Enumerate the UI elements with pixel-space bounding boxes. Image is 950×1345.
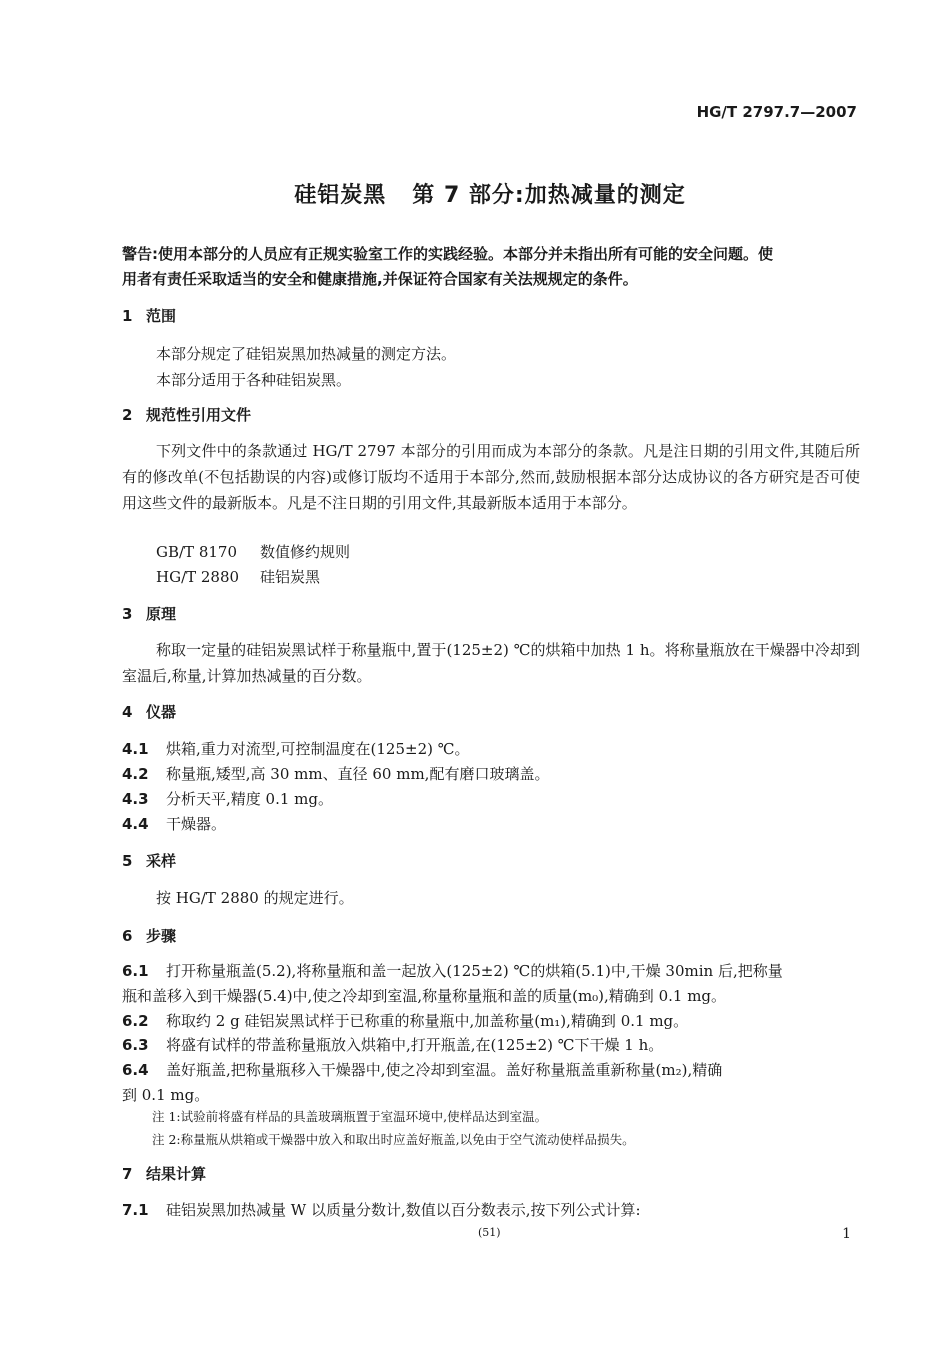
section-3-heading bbox=[122, 603, 176, 624]
clause-number: 6.4 bbox=[122, 1061, 149, 1079]
page-number: 1 bbox=[842, 1226, 851, 1242]
section-7-heading bbox=[122, 1163, 206, 1184]
section-1-heading bbox=[122, 305, 176, 326]
section-1-line-2: 本部分适用于各种硅铝炭黑。 bbox=[156, 371, 352, 389]
clause-4-4 bbox=[122, 811, 226, 837]
reference-name: 硅铝炭黑 bbox=[260, 568, 321, 586]
section-6-title: 步骤 bbox=[146, 927, 177, 945]
section-4-number: 4 bbox=[122, 703, 133, 721]
clause-number: 4.1 bbox=[122, 740, 149, 758]
reference-name: 数值修约规则 bbox=[260, 543, 351, 561]
clause-6-4-line-1 bbox=[122, 1057, 722, 1083]
clause-text: 烘箱,重力对流型,可控制温度在(125±2) ℃。 bbox=[166, 740, 470, 758]
section-6-heading bbox=[122, 925, 176, 946]
reference-item bbox=[156, 566, 320, 587]
section-1-title: 范围 bbox=[146, 307, 177, 325]
section-7-title: 结果计算 bbox=[146, 1165, 207, 1183]
clause-number: 4.3 bbox=[122, 790, 149, 808]
section-1-line-1: 本部分规定了硅铝炭黑加热减量的测定方法。 bbox=[156, 345, 457, 363]
document-title bbox=[0, 178, 950, 209]
section-2-title: 规范性引用文件 bbox=[146, 406, 252, 424]
reference-code: GB/T 8170 bbox=[156, 543, 238, 561]
clause-number: 6.1 bbox=[122, 962, 149, 980]
clause-text: 硅铝炭黑加热减量 W 以质量分数计,数值以百分数表示,按下列公式计算: bbox=[166, 1201, 641, 1219]
footer-page-code: (51) bbox=[478, 1226, 501, 1239]
clause-text: 称取约 2 g 硅铝炭黑试样于已称重的称量瓶中,加盖称量(m₁),精确到 0.1 mg。 bbox=[166, 1012, 689, 1030]
note-2: 注 2:称量瓶从烘箱或干燥器中放入和取出时应盖好瓶盖,以免由于空气流动使样品损失。 bbox=[152, 1132, 635, 1147]
section-2-paragraph: 下列文件中的条款通过 HG/T 2797 本部分的引用而成为本部分的条款。凡是注日期的引用文件,其随后所有的修改单(不包括勘误的内容)或修订版均不适用于本部分,然而,鼓励根据本部分达成协议的各方研究是否可使用这些文件的最新版本。凡是不注日期的引用文件,其最新版本适用于本部分。 bbox=[122, 442, 860, 512]
clause-number: 4.4 bbox=[122, 815, 149, 833]
reference-item bbox=[156, 541, 350, 562]
clause-6-4-line-2: 到 0.1 mg。 bbox=[122, 1086, 210, 1104]
clause-7-1 bbox=[122, 1197, 641, 1223]
clause-4-2 bbox=[122, 761, 549, 787]
clause-text: 将盛有试样的带盖称量瓶放入烘箱中,打开瓶盖,在(125±2) ℃下干燥 1 h。 bbox=[166, 1036, 664, 1054]
clause-text: 干燥器。 bbox=[166, 815, 227, 833]
clause-6-1-line-2: 瓶和盖移入到干燥器(5.4)中,使之冷却到室温,称量称量瓶和盖的质量(m₀),精确到 0.1 mg。 bbox=[122, 987, 727, 1005]
title-part-a: 硅铝炭黑 bbox=[294, 183, 387, 208]
title-part-b: 第 7 部分:加热减量的测定 bbox=[412, 183, 686, 208]
section-4-title: 仪器 bbox=[146, 703, 177, 721]
section-3-paragraph: 称取一定量的硅铝炭黑试样于称量瓶中,置于(125±2) ℃的烘箱中加热 1 h。将称量瓶放在干燥器中冷却到室温后,称量,计算加热减量的百分数。 bbox=[122, 641, 860, 685]
clause-number: 4.2 bbox=[122, 765, 149, 783]
standard-code: HG/T 2797.7—2007 bbox=[696, 103, 857, 121]
clause-number: 7.1 bbox=[122, 1201, 149, 1219]
section-2-heading bbox=[122, 404, 251, 425]
warning-line-1: 警告:使用本部分的人员应有正规实验室工作的实践经验。本部分并未指出所有可能的安全问题。使 bbox=[122, 245, 774, 263]
section-5-text: 按 HG/T 2880 的规定进行。 bbox=[156, 889, 354, 907]
section-5-title: 采样 bbox=[146, 852, 177, 870]
clause-text: 称量瓶,矮型,高 30 mm、直径 60 mm,配有磨口玻璃盖。 bbox=[166, 765, 550, 783]
clause-text: 分析天平,精度 0.1 mg。 bbox=[166, 790, 333, 808]
section-3-number: 3 bbox=[122, 605, 133, 623]
section-4-heading bbox=[122, 701, 176, 722]
clause-text: 打开称量瓶盖(5.2),将称量瓶和盖一起放入(125±2) ℃的烘箱(5.1)中,干燥 30min 后,把称量 bbox=[166, 962, 783, 980]
clause-number: 6.3 bbox=[122, 1036, 149, 1054]
clause-4-3 bbox=[122, 786, 333, 812]
section-7-number: 7 bbox=[122, 1165, 133, 1183]
clause-6-1-line-1 bbox=[122, 958, 783, 984]
clause-4-1 bbox=[122, 736, 470, 762]
section-5-heading bbox=[122, 850, 176, 871]
section-3-title: 原理 bbox=[146, 605, 177, 623]
section-2-number: 2 bbox=[122, 406, 133, 424]
reference-code: HG/T 2880 bbox=[156, 568, 240, 586]
section-5-number: 5 bbox=[122, 852, 133, 870]
clause-text: 盖好瓶盖,把称量瓶移入干燥器中,使之冷却到室温。盖好称量瓶盖重新称量(m₂),精确 bbox=[166, 1061, 723, 1079]
clause-6-3 bbox=[122, 1032, 663, 1058]
warning-line-2: 用者有责任采取适当的安全和健康措施,并保证符合国家有关法规规定的条件。 bbox=[122, 270, 638, 288]
clause-number: 6.2 bbox=[122, 1012, 149, 1030]
note-1: 注 1:试验前将盛有样品的具盖玻璃瓶置于室温环境中,使样品达到室温。 bbox=[152, 1109, 548, 1124]
section-1-number: 1 bbox=[122, 307, 133, 325]
section-6-number: 6 bbox=[122, 927, 133, 945]
clause-6-2 bbox=[122, 1008, 688, 1034]
